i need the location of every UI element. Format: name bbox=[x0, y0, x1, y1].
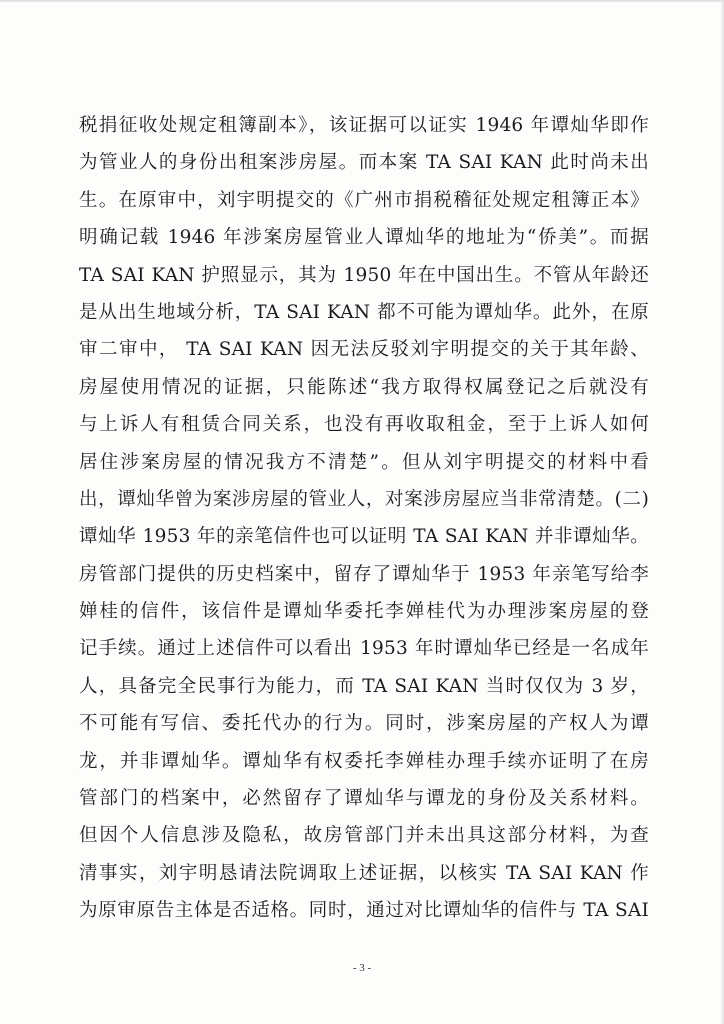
text-line: 是从出生地域分析，TA SAI KAN 都不可能为谭灿华。此外，在原 bbox=[79, 301, 649, 323]
text-line: 记手续。通过上述信件可以看出 1953 年时谭灿华已经是一名成年 bbox=[79, 638, 649, 660]
text-line: 居住涉案房屋的情况我方不清楚”。但从刘宇明提交的材料中看 bbox=[79, 451, 649, 473]
text-line: 婵桂的信件，该信件是谭灿华委托李婵桂代为办理涉案房屋的登 bbox=[79, 601, 649, 623]
text-line: 税捐征收处规定租簿副本》，该证据可以证实 1946 年谭灿华即作 bbox=[79, 115, 649, 136]
text-line: 清事实，刘宇明恳请法院调取上述证据，以核实 TA SAI KAN 作 bbox=[79, 862, 649, 884]
text-line: 谭灿华 1953 年的亲笔信件也可以证明 TA SAI KAN 并非谭灿华。 bbox=[79, 526, 649, 548]
scan-edge-right bbox=[720, 0, 724, 1024]
text-line: 管部门的档案中，必然留存了谭灿华与谭龙的身份及关系材料。 bbox=[79, 788, 649, 810]
text-line: 明确记载 1946 年涉案房屋管业人谭灿华的地址为“侨美”。而据 bbox=[79, 227, 649, 249]
text-line: 与上诉人有租赁合同关系，也没有再收取租金，至于上诉人如何 bbox=[79, 414, 649, 436]
body-text bbox=[79, 107, 649, 930]
text-line: TA SAI KAN 护照显示，其为 1950 年在中国出生。不管从年龄还 bbox=[79, 264, 649, 286]
page-number: - 3 - bbox=[352, 962, 372, 974]
text-line: 审二审中， TA SAI KAN 因无法反驳刘宇明提交的关于其年龄、 bbox=[79, 339, 649, 361]
text-line: 但因个人信息涉及隐私，故房管部门并未出具这部分材料，为查 bbox=[79, 825, 649, 847]
scan-edge-top bbox=[0, 0, 724, 3]
text-line: 不可能有写信、委托代办的行为。同时，涉案房屋的产权人为谭 bbox=[79, 713, 649, 735]
text-line: 房管部门提供的历史档案中，留存了谭灿华于 1953 年亲笔写给李 bbox=[79, 563, 649, 585]
text-line: 为管业人的身份出租案涉房屋。而本案 TA SAI KAN 此时尚未出 bbox=[79, 152, 649, 174]
text-line: 生。在原审中，刘宇明提交的《广州市捐税稽征处规定租簿正本》 bbox=[79, 189, 649, 211]
text-line: 出，谭灿华曾为案涉房屋的管业人，对案涉房屋应当非常清楚。(二) bbox=[79, 488, 649, 510]
text-line: 龙，并非谭灿华。谭灿华有权委托李婵桂办理手续亦证明了在房 bbox=[79, 750, 649, 772]
text-line: 人，具备完全民事行为能力，而 TA SAI KAN 当时仅仅为 3 岁， bbox=[79, 675, 649, 697]
text-line: 房屋使用情况的证据，只能陈述“我方取得权属登记之后就没有 bbox=[79, 376, 649, 398]
text-line: 为原审原告主体是否适格。同时，通过对比谭灿华的信件与 TA SAI bbox=[79, 900, 649, 922]
